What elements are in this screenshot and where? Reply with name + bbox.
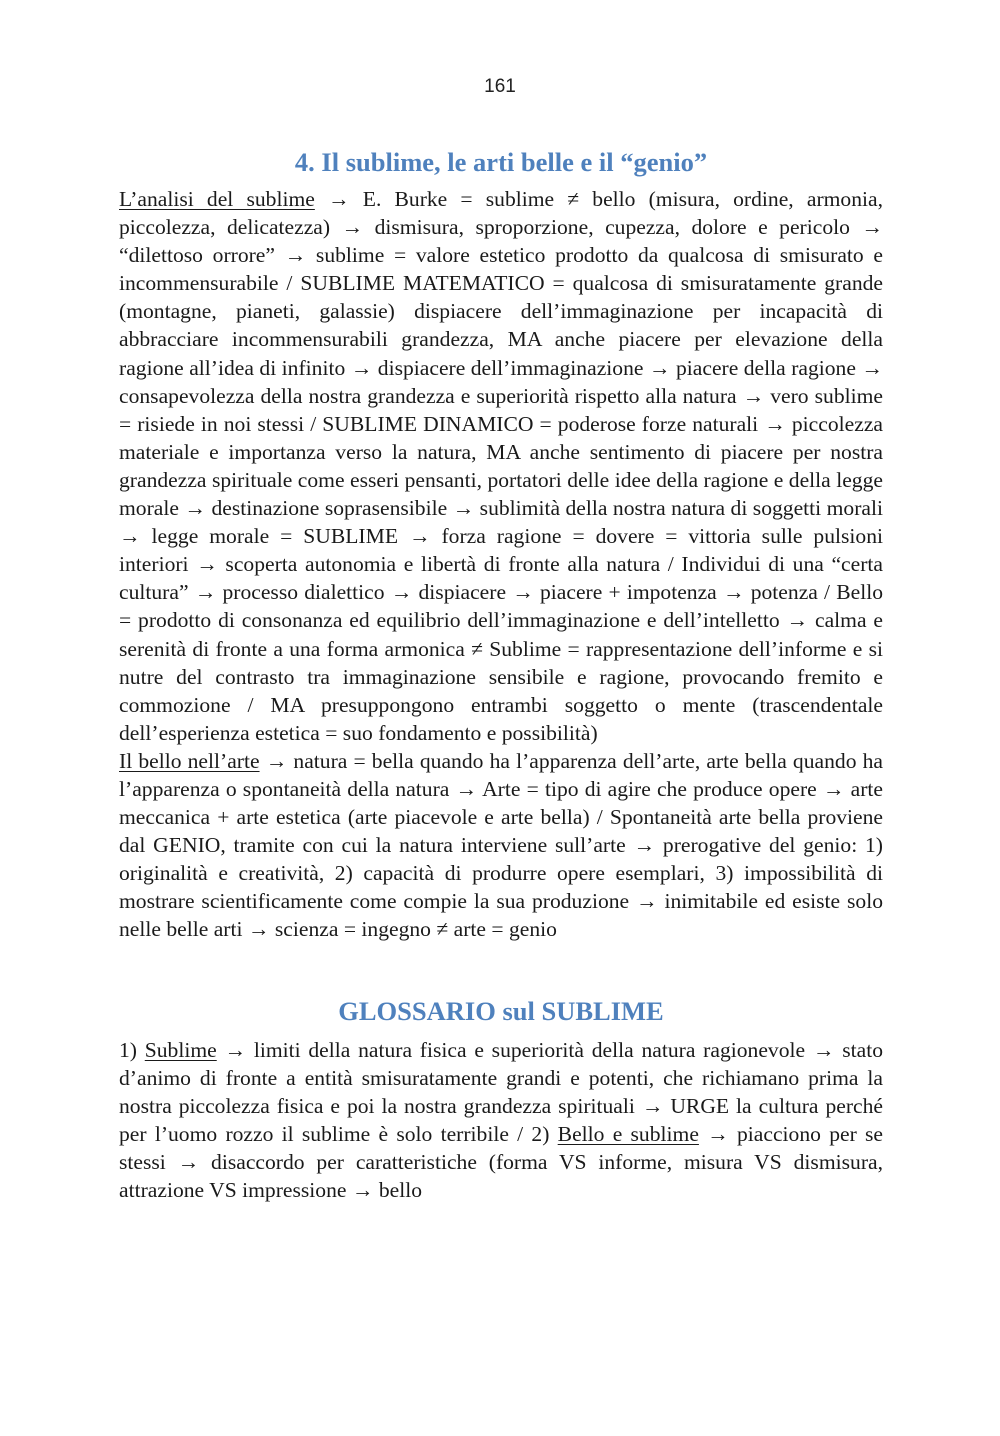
- paragraph-lead-term: L’analisi del sublime: [119, 187, 315, 211]
- glossary-heading: GLOSSARIO sul SUBLIME: [338, 995, 664, 1026]
- glossary-term: Sublime: [144, 1037, 217, 1062]
- paragraph-text: → natura = bella quando ha l’apparenza dell’arte, arte bella quando ha l’apparenza o spontaneità della natura → Arte = tipo di agire che produce opere → arte meccanica + arte estetica (arte piacevole e arte bella) / Spontaneità arte bella proviene dal GENIO, tramite con cui la natura interviene sull’arte → prerogative del genio: 1) originalità e creatività, 2) capacità di produrre opere esemplari, 3) impossibilità di mostrare scientificamente come compie la sua produzione → inimitabile ed esiste solo nelle belle arti → scienza = ingegno ≠ arte = genio: [119, 748, 883, 942]
- paragraph-beauty-in-art: [119, 747, 883, 944]
- section-heading: 4. Il sublime, le arti belle e il “genio”: [294, 147, 708, 177]
- page-content: [119, 145, 883, 1204]
- glossary-term: Bello e sublime: [557, 1121, 699, 1146]
- glossary-definition: → piacciono per se stessi → disaccordo per caratteristiche (forma VS informe, misura VS dismisura, attrazione VS impressione → bello: [119, 1121, 884, 1202]
- paragraph-lead-term: Il bello nell’arte: [119, 748, 260, 773]
- paragraph-text: → E. Burke = sublime ≠ bello (misura, ordine, armonia, piccolezza, delicatezza) → dismisura, sproporzione, cupezza, dolore e pericolo → “dilettoso orrore” → sublime = valore estetico prodotto da qualcosa di smisurato e incommensurabile / SUBLIME MATEMATICO = qualcosa di smisuratamente grande (montagne, pianeti, galassie) dispiacere dell’immaginazione per incapacità di abbracciare incommensurabili grandezza, MA anche piacere per elevazione della ragione all’idea di infinito → dispiacere dell’immaginazione → piacere della ragione → consapevolezza della nostra grandezza e superiorità rispetto alla natura → vero sublime = risiede in noi stessi / SUBLIME DINAMICO = poderose forze naturali → piccolezza materiale e importanza verso la natura, MA anche sentimento di piacere per nostra grandezza spirituale come esseri pensanti, portatori delle idee della ragione e della legge morale → destinazione soprasensibile → sublimità della nostra natura di soggetti morali → legge morale = SUBLIME → forza ragione = dovere = vittoria sulle pulsioni interiori → scoperta autonomia e libertà di fronte alla natura / Individui di una “certa cultura” → processo dialettico → dispiacere → piacere + impotenza → potenza / Bello = prodotto di consonanza ed equilibrio dell’immaginazione e dell’intelletto → calma e serenità di fronte a una forma armonica ≠ Sublime = rappresentazione dell’informe e si nutre del contrasto tra immaginazione sensibile e ragione, provocando fremito e commozione / MA presuppongono entrambi soggetto o mente (trascendentale dell’esperienza estetica = suo fondamento e possibilità): [119, 187, 884, 745]
- glossary-item-number: 1): [119, 1037, 145, 1062]
- glossary-paragraph: [119, 1036, 883, 1205]
- page-number: 161: [484, 76, 516, 97]
- paragraph-sublime-analysis: [119, 185, 883, 747]
- glossary-definition: → limiti della natura fisica e superiorità della natura ragionevole → stato d’animo di fronte a entità smisuratamente grandi e potenti, che richiamano prima la nostra piccolezza fisica e poi la nostra grandezza spirituali → URGE la cultura perché per l’uomo rozzo il sublime è solo terribile / 2): [119, 1037, 883, 1146]
